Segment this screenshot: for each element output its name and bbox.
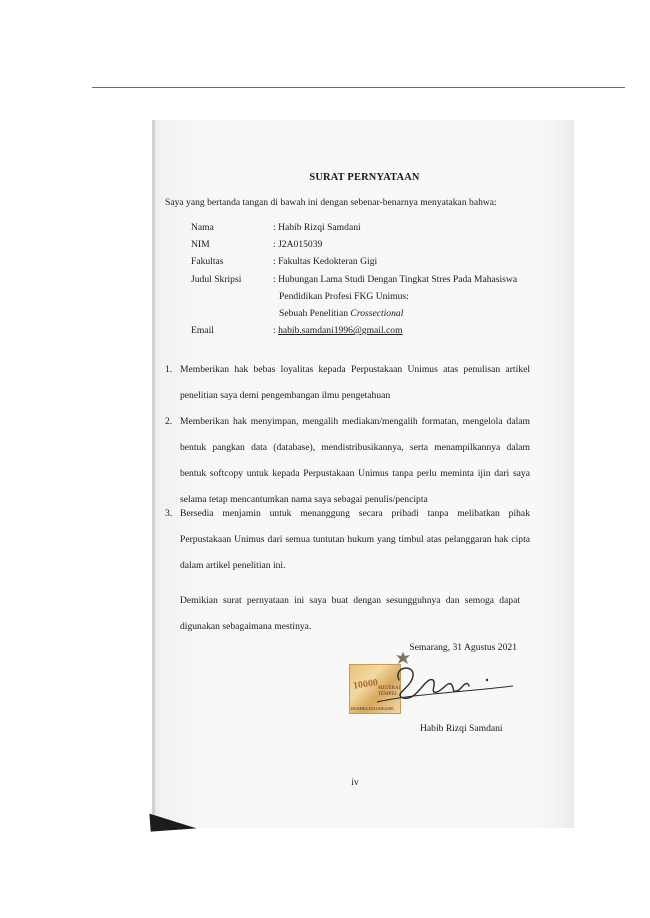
- stamp-label-line2: TEMPEL: [378, 692, 398, 697]
- field-value-judul-line2: Pendidikan Profesi FKG Unimus:: [279, 291, 409, 302]
- closing-paragraph: Demikian surat pernyataan ini saya buat dengan sesungguhnya dan semoga dapat digunakan sebagaimana mestinya.: [180, 595, 520, 632]
- list-item-text: Bersedia menjamin untuk menanggung secara pribadi tanpa melibatkan pihak Perpustakaan Unimus dari semua tuntutan hukum yang timbul atas pelanggaran hak cipta dalam artikel penelitian ini.: [180, 508, 530, 571]
- statement-document: [155, 120, 574, 828]
- stamp-label-line1: METERAI: [378, 686, 401, 691]
- email-prefix: :: [273, 325, 279, 336]
- field-value-judul-line1: : Hubungan Lama Studi Dengan Tingkat Stres Pada Mahasiswa: [273, 274, 518, 285]
- header-rule: [92, 87, 625, 88]
- place-date: Semarang, 31 Agustus 2021: [409, 642, 517, 653]
- field-value-nim: : J2A015039: [273, 239, 323, 250]
- stamp-code: D6ABFAJX410264300: [351, 706, 394, 711]
- list-item-text: Memberikan hak menyimpan, mengalih mediakan/mengalih formatan, mengelola dalam bentuk pangkan data (database), mendistribusikannya, serta menampilkannya dalam bentuk softcopy untuk kepada Perpustakaan Unimus tanpa perlu meminta ijin dari saya selama tetap mencantumkan nama saya sebagai penulis/pencipta: [180, 416, 530, 505]
- list-item-text: Memberikan hak bebas loyalitas kepada Perpustakaan Unimus atas penulisan artikel penelitian saya demi pengembangan ilmu pengetahuan: [180, 364, 530, 401]
- field-label-nama: Nama: [191, 222, 214, 233]
- list-item: [165, 501, 530, 579]
- intro-text: Saya yang bertanda tangan di bawah ini dengan sebenar-benarnya menyatakan bahwa:: [165, 197, 497, 208]
- list-item-number: 1.: [165, 364, 173, 375]
- field-label-nim: NIM: [191, 239, 210, 250]
- stamp-amount: 10000: [352, 677, 379, 692]
- field-value-judul-line3: [279, 308, 403, 319]
- judul-line3-text: Sebuah Penelitian: [279, 308, 349, 319]
- judul-italic-word: Crossectional: [350, 308, 404, 319]
- list-item: [165, 357, 530, 409]
- field-label-fakultas: Fakultas: [191, 256, 224, 267]
- field-label-email: Email: [191, 325, 214, 336]
- field-value-fakultas: : Fakultas Kedokteran Gigi: [273, 256, 378, 267]
- list-item-number: 2.: [165, 416, 173, 427]
- field-value-email: [273, 325, 403, 336]
- signer-name: Habib Rizqi Samdani: [420, 723, 503, 734]
- list-item: [165, 409, 530, 513]
- page-number: iv: [351, 777, 359, 788]
- field-label-judul: Judul Skripsi: [191, 274, 242, 285]
- list-item-number: 3.: [165, 508, 173, 519]
- document-title: SURAT PERNYATAAN: [309, 172, 420, 183]
- email-link[interactable]: habib.samdani1996@gmail.com: [278, 325, 403, 336]
- field-value-nama: : Habib Rizqi Samdani: [273, 222, 361, 233]
- handwritten-signature: [363, 658, 523, 708]
